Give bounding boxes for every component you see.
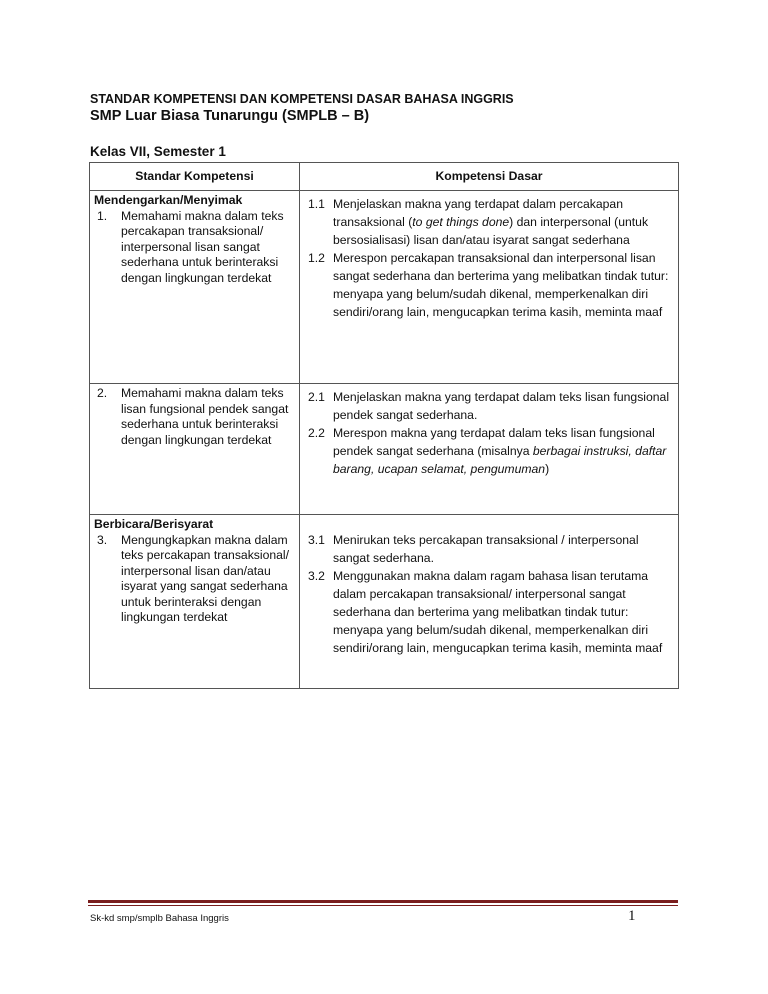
table-row	[90, 384, 679, 515]
kompetensi-dasar-cell	[300, 191, 679, 384]
table-header-row	[90, 163, 679, 191]
sk-number: 2.	[97, 386, 108, 400]
skill-category: Mendengarkan/Menyimak	[94, 193, 243, 207]
footer-rule-thin	[88, 905, 678, 906]
standar-kompetensi-cell	[90, 191, 300, 384]
sk-text: Memahami makna dalam teks lisan fungsional pendek sangat sederhana untuk berinteraksi dengan lingkungan terdekat	[121, 386, 289, 447]
class-semester-label: Kelas VII, Semester 1	[90, 144, 226, 159]
document-subtitle: SMP Luar Biasa Tunarungu (SMPLB – B)	[90, 108, 370, 124]
kd-text: Menjelaskan makna yang terdapat dalam percakapan transaksional (to get things done) dan interpersonal (untuk bersosialisasi) lisan dan/atau isyarat sangat sederhana	[333, 197, 649, 247]
kd-item	[308, 249, 674, 321]
kd-item	[308, 424, 674, 478]
sk-number: 1.	[97, 208, 108, 223]
kd-text: Merespon makna yang terdapat dalam teks lisan fungsional pendek sangat sederhana (misalnya berbagai instruksi, daftar barang, ucapan selamat, pengumuman)	[333, 426, 667, 476]
kd-item	[308, 531, 674, 567]
sk-item	[94, 386, 299, 448]
kd-number: 2.2	[308, 426, 325, 440]
table-row	[90, 191, 679, 384]
kd-item	[308, 388, 674, 424]
col-header-standar-kompetensi: Standar Kompetensi	[90, 163, 300, 191]
sk-number: 3.	[97, 532, 108, 547]
kd-text: Menjelaskan makna yang terdapat dalam teks lisan fungsional pendek sangat sederhana.	[333, 390, 670, 422]
kd-item	[308, 567, 674, 657]
kompetensi-dasar-cell	[300, 515, 679, 689]
sk-item	[94, 533, 299, 626]
kompetensi-dasar-cell	[300, 384, 679, 515]
standar-kompetensi-cell	[90, 384, 300, 515]
col-header-kompetensi-dasar: Kompetensi Dasar	[300, 163, 679, 191]
sk-item	[94, 209, 299, 287]
sk-text: Memahami makna dalam teks percakapan transaksional/ interpersonal lisan sangat sederhana untuk berinteraksi dengan lingkungan terdekat	[121, 208, 284, 285]
kd-number: 3.1	[308, 533, 325, 547]
table-row	[90, 515, 679, 689]
footer-rule-thick	[88, 900, 678, 903]
kd-number: 1.1	[308, 197, 325, 211]
kd-item	[308, 195, 674, 249]
kd-number: 3.2	[308, 569, 325, 583]
footer-label: Sk-kd smp/smplb Bahasa Inggris	[90, 913, 229, 924]
kd-text: Menirukan teks percakapan transaksional / interpersonal sangat sederhana.	[333, 533, 639, 565]
kd-text: Menggunakan makna dalam ragam bahasa lisan terutama dalam percakapan transaksional/ interpersonal sangat sederhana dan berterima yang melibatkan tindak tutur: menyapa yang belum/sudah dikenal, memperkenalkan diri sendiri/orang lain, mengucapkan terima kasih, meminta maaf	[333, 569, 663, 655]
skill-category: Berbicara/Berisyarat	[94, 517, 214, 531]
document-title: STANDAR KOMPETENSI DAN KOMPETENSI DASAR BAHASA INGGRIS	[90, 92, 514, 106]
kd-text: Merespon percakapan transaksional dan interpersonal lisan sangat sederhana dan berterima yang melibatkan tindak tutur: menyapa yang belum/sudah dikenal, memperkenalkan diri sendiri/orang lain, mengucapkan terima kasih, meminta maaf	[333, 251, 669, 319]
page-number: 1	[628, 908, 636, 924]
competency-table	[89, 162, 679, 689]
sk-text: Mengungkapkan makna dalam teks percakapan transaksional/ interpersonal lisan dan/atau isyarat yang sangat sederhana untuk berinteraksi dengan lingkungan terdekat	[121, 532, 290, 624]
standar-kompetensi-cell	[90, 515, 300, 689]
kd-number: 1.2	[308, 251, 325, 265]
kd-number: 2.1	[308, 390, 325, 404]
